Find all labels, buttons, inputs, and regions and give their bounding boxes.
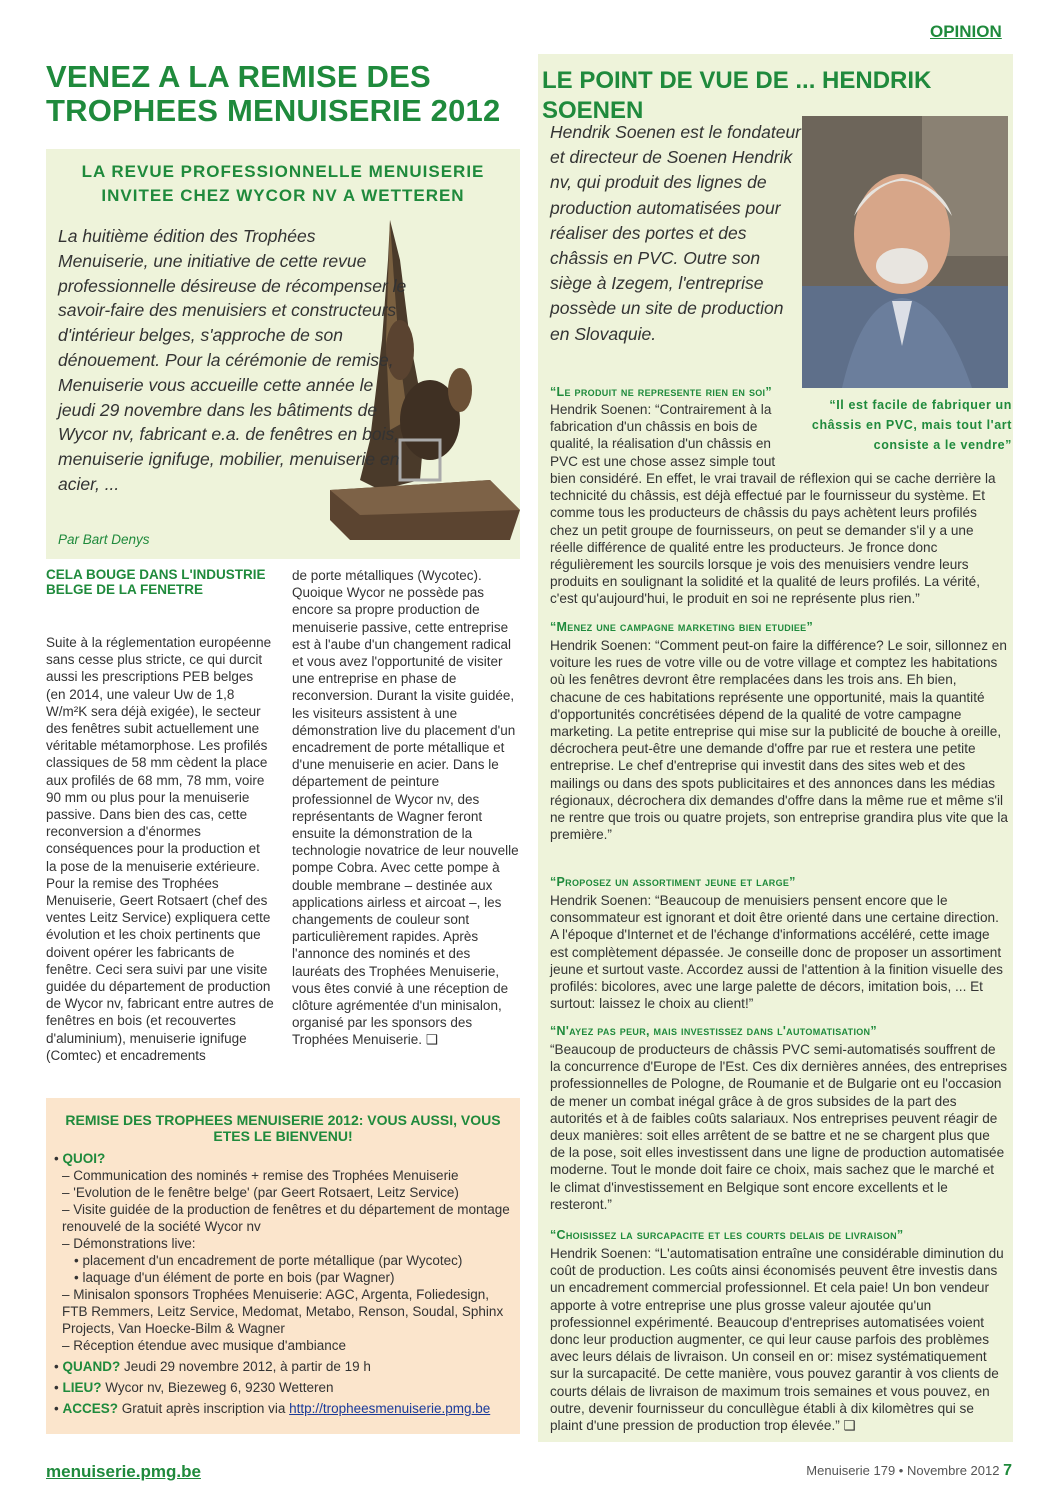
section-heading: “Le produit ne represente rien en soi” [550, 385, 772, 399]
section-heading: “N'ayez pas peur, mais investissez dans l'automatisation” [550, 1024, 877, 1038]
footer-issue [800, 1462, 1012, 1480]
event-quand: • QUAND? Jeudi 29 novembre 2012, à partir de 19 h [54, 1359, 371, 1374]
section-text: Hendrik Soenen: “Beaucoup de menuisiers pensent encore que le consommateur est ignorant et doit être orienté dans une certaine direction. A l'époque d'Internet et de l'échange d'informations accéléré, cette image est complètement dépassée. Je conseille donc de proposer un assortiment jeune et surtout vaste. Accordez aussi de l'attention à la finition visuelle des profilés: bicolores, avec une large palette de décors, imitation bois, ... Et surtout: laissez le choix au client!” [550, 893, 1003, 1012]
issue-label: Menuiserie 179 • Novembre 2012 [806, 1463, 1000, 1478]
quoi-item: – Réception étendue avec musique d'ambiance [62, 1338, 347, 1353]
section-heading: “Menez une campagne marketing bien etudiee” [550, 620, 814, 634]
article-intro: La huitième édition des Trophées Menuiserie, une initiative de cette revue professionnelle désireuse de récompenser le savoir-faire des menuisiers et constructeurs d'intérieur belges, s'approche de son dénouement. Pour la cérémonie de remise, Menuiserie vous accueille cette année le jeudi 29 novembre dans les bâtiments de Wycor nv, fabricant e.a. de fenêtres en bois, menuiserie ignifuge, mobilier, menuiserie en acier, ... [58, 226, 407, 494]
registration-link[interactable]: http://tropheesmenuiserie.pmg.be [289, 1401, 491, 1416]
quoi-subitem: • laquage d'un élément de porte en bois (par Wagner) [74, 1270, 395, 1285]
section-text: Hendrik Soenen: “Comment peut-on faire la différence? Le soir, sillonnez en voiture les rues de votre ville ou de votre village et comptez les habitations où les fenêtres devront être remplacées dans les trois ans. Eh bien, chacune de ces habitations représente une opportunité, mais la quantité d'opportunités concrétisées dépend de la qualité de votre campagne marketing. La petite entreprise qui mise sur la publicité de bouche à oreille, décrochera peut-être une demande d'offre par rue et restera une petite entreprise. Le chef d'entreprise qui investit dans des sites web et des mailings ou dans des spots publicitaires et des annonces dans les médias régionaux, décrochera dix demandes d'offre dans la même rue et même s'il ne rentre que trois ou quatre projets, son entreprise grandira plus vite que la première.” [550, 638, 1008, 843]
opinion-title: LE POINT DE VUE DE ... HENDRIK SOENEN [542, 67, 932, 124]
lieu-value: Wycor nv, Biezeweg 6, 9230 Wetteren [105, 1380, 334, 1395]
column-1-body: Suite à la réglementation européenne sans cesse plus stricte, ce qui durcit aussi les prescriptions PEB belges (en 2014, une valeur Uw de 1,8 W/m²K sera déjà exigée), le secteur des fenêtres subit actuellement une véritable métamorphose. Les profilés classiques de 58 mm cèdent la place aux profilés de 68 mm, 78 mm, voire 90 mm ou plus pour la menuiserie passive. Dans bien des cas, cette reconversion a d'énormes conséquences pour la production et la pose de la menuiserie extérieure. Pour la remise des Trophées Menuiserie, Geert Rotsaert (chef des ventes Leitz Service) expliquera cette évolution et les choix pertinents que doivent opérer les fabricants de fenêtre. Ceci sera suivi par une visite guidée du département de production de Wycor nv, fabricant entre autres de fenêtres en bois (et recouvertes d'aluminium), menuiserie ignifuge (Comtec) et encadrements [46, 635, 274, 1063]
article-subtitle: LA REVUE PROFESSIONNELLE MENUISERIE INVITEE CHEZ WYCOR NV A WETTEREN [81, 162, 485, 205]
footer-site-link[interactable]: menuiserie.pmg.be [46, 1462, 201, 1481]
pull-quote: “Il est facile de fabriquer un châssis en PVC, mais tout l'art consiste a le vendre” [811, 398, 1012, 452]
quand-value: Jeudi 29 novembre 2012, à partir de 19 h [124, 1359, 371, 1374]
portrait-photo [802, 116, 1008, 388]
section-heading: “Proposez un assortiment jeune et large” [550, 875, 796, 889]
quand-label: QUAND? [62, 1359, 121, 1374]
column-2-body: de porte métalliques (Wycotec). Quoique Wycor ne possède pas encore sa propre production de menuiserie passive, cette entreprise est à l'aube d'un changement radical et vous avez l'opportunité de visiter une entreprise en phase de reconversion. Durant la visite guidée, les visiteurs assistent à une démonstration live du placement d'un encadrement de porte métallique et d'une menuiserie en acier. Dans le département de peinture professionnel de Wycor nv, des représentants de Wagner feront ensuite la démonstration de la technologie novatrice de leur nouvelle pompe Cobra. Avec cette pompe à double membrane – destinée aux applications airless et aircoat –, les changements de couleur sont particulièrement rapides. Après l'annonce des nominés et des lauréats des Trophées Menuiserie, vous êtes convié à une réception de clôture agrémentée d'un minisalon, organisé par les sponsors des Trophées Menuiserie. ❑ [292, 568, 519, 1048]
section-text: Hendrik Soenen: “Contrairement à la fabrication d'un châssis en bois de qualité, la réalisation d'un châssis en PVC est une chose assez simple tout [550, 402, 776, 469]
quoi-label: QUOI? [62, 1151, 106, 1166]
section-text: Hendrik Soenen: “L'automatisation entraîne une considérable diminution du coût de production. Les coûts ainsi économisés peuvent être investis dans un encadrement commercial professionnel. Et cela paie! Un bon vendeur apporte à votre entreprise une plus grosse valeur ajoutée qu'un professionnel expérimenté. Beaucoup d'entreprises automatisées voient donc leur production augmenter, ce qui leur cause parfois des problèmes avec leurs délais de livraison. Un conseil en or: misez systématiquement sur la surcapacité. De cette manière, vous pouvez garantir à vos clients de courts délais de livraison de maximum trois semaines et vous pouvez, en outre, devenir fournisseur du concullègue établi à dix kilomètres qui se plaint d'une pression de production trop élevée.” ❑ [550, 1246, 1004, 1434]
quoi-item: – Minisalon sponsors Trophées Menuiserie: AGC, Argenta, Foliedesign, FTB Remmers, Leitz Service, Medomat, Metabo, Renson, Soudal, Sphinx Projects, Van Hoecke-Bilm & Wagner [62, 1287, 504, 1336]
lieu-label: LIEU? [62, 1380, 102, 1395]
column-heading: CELA BOUGE DANS L'INDUSTRIE BELGE DE LA FENETRE [46, 567, 266, 597]
section-tag: OPINION [930, 22, 1002, 41]
section-heading: “Choisissez la surcapacite et les courts delais de livraison” [550, 1228, 904, 1242]
quoi-item: – Communication des nominés + remise des Trophées Menuiserie [62, 1168, 459, 1183]
opinion-intro: Hendrik Soenen est le fondateur et directeur de Soenen Hendrik nv, qui produit des lignes de production automatisées pour réaliser des portes et des châssis en PVC. Outre son siège à Izegem, l'entreprise possède un site de production en Slovaquie. [550, 122, 801, 344]
acces-value: Gratuit après inscription via [121, 1401, 286, 1416]
quoi-item: – Démonstrations live: [62, 1236, 196, 1251]
event-acces: • ACCES? Gratuit après inscription via http://tropheesmenuiserie.pmg.be [54, 1401, 491, 1416]
quoi-subitem: • placement d'un encadrement de porte métallique (par Wycotec) [74, 1253, 463, 1268]
event-details [54, 1150, 514, 1417]
event-quoi: • QUOI? [54, 1151, 106, 1166]
section-text: “Beaucoup de producteurs de châssis PVC semi-automatisés souffrent de la concurrence d'Europe de l'Est. Ces dix dernières années, des entreprises professionnelles de Pologne, de Roumanie et de Bulgarie ont eu l'occasion de mener un combat inégal grâce à de gros subsides de la part des autorités et à de faibles coûts salariaux. Nos entreprises peuvent réagir de deux manières: soit elles arrêtent de se battre et ne se chargent plus que de la pose, soit elles investissent dans une ligne de production automatisée moderne. Tout le monde doit faire ce choix, mais sachez que le marché et le climat d'investissement en Belgique sont encore excellents et le resteront.” [550, 1042, 1008, 1212]
page-number: 7 [1003, 1462, 1012, 1479]
event-title: REMISE DES TROPHEES MENUISERIE 2012: VOUS AUSSI, VOUS ETES LE BIENVENU! [65, 1112, 501, 1144]
event-lieu: • LIEU? Wycor nv, Biezeweg 6, 9230 Wetteren [54, 1380, 334, 1395]
quoi-item: – 'Evolution de le fenêtre belge' (par Geert Rotsaert, Leitz Service) [62, 1185, 459, 1200]
article-title: VENEZ A LA REMISE DES TROPHEES MENUISERIE 2012 [46, 59, 501, 128]
acces-label: ACCES? [62, 1401, 118, 1416]
byline: Par Bart Denys [58, 532, 150, 547]
section-text: bien considéré. En effet, le vrai travail de réflexion qui se cache derrière la technicité du châssis, est déjà effectué par le fournisseur du système. Et comme tous les producteurs de châssis du pays achètent leurs profilés chez un petit groupe de fournisseurs, on peut se demander s'il y a une réelle différence de qualité entre les producteurs. Je fronce donc régulièrement les sourcils lorsque je vois des menuisiers vendre leurs produits en soulignant la solidité et la qualité de leurs profilés. La vérité, c'est qu'aujourd'hui, le produit en soi ne représente plus rien.” [550, 471, 996, 607]
quoi-item: – Visite guidée de la production de fenêtres et du département de montage renouvelé de la société Wycor nv [62, 1202, 510, 1234]
